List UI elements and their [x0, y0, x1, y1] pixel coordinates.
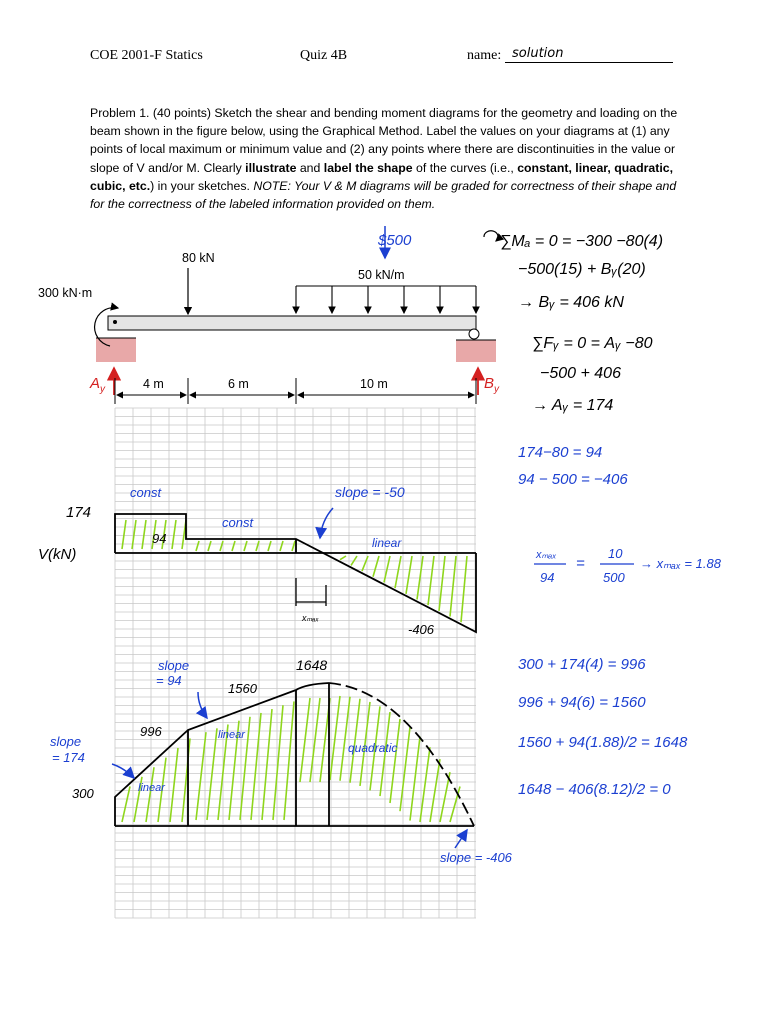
moment-1560-label: 1560: [228, 681, 257, 696]
resultant-label: $500: [378, 232, 412, 249]
eq-xmax-den: 94: [540, 570, 555, 585]
problem-bold-3: constant, linear, quadratic, cubic, etc.: [90, 160, 674, 193]
equations-black: [484, 231, 663, 414]
eq-v1: 174−80 = 94: [518, 444, 603, 461]
reaction-b-label: $B_y$: [484, 375, 500, 395]
eq-m1: 300 + 174(4) = 996: [518, 656, 646, 673]
shear-const-1: const: [130, 485, 162, 500]
problem-bold-1: illustrate: [245, 160, 297, 175]
eq-xmax-lhs: xₘₐₓ: [536, 549, 557, 561]
moment-slope174-b: = 174: [52, 750, 85, 765]
eq-xmax-num: 10: [608, 546, 623, 561]
problem-note: NOTE: Your V & M diagrams will be graded for correctness of their shape and for the correctness of the labeled information provided on them.: [90, 178, 677, 212]
support-right: [456, 340, 496, 362]
course-title: COE 2001-F Statics: [90, 48, 203, 63]
eq-by: → Bᵧ = 406 kN: [518, 294, 624, 311]
moment-slope94-b: = 94: [156, 673, 182, 688]
equations-blue: [518, 444, 722, 798]
eq-v2: 94 − 500 = −406: [518, 471, 628, 488]
eq-sum-fy-1: ∑Fᵧ = 0 = Aᵧ −80: [532, 335, 653, 352]
name-value: solution: [512, 46, 564, 61]
distributed-load: [296, 286, 476, 313]
shear-slope-label: slope = -50: [335, 484, 405, 500]
eq-m4: 1648 − 406(8.12)/2 = 0: [518, 781, 671, 798]
eq-xmax-result: → xₘₐₓ = 1.88: [640, 556, 721, 571]
problem-bold-2: label the shape: [323, 160, 413, 175]
eq-sum-ma-2: −500(15) + Bᵧ(20): [518, 261, 646, 278]
dimension-lines: [115, 378, 476, 404]
moment-linear-1: linear: [138, 782, 165, 794]
shear-174-label: 174: [66, 504, 92, 521]
moment-hatch: [122, 696, 460, 822]
moment-quadratic-label: quadratic: [348, 741, 398, 755]
problem-text-1: and: [296, 160, 324, 175]
shear-neg406-label: -406: [408, 622, 435, 637]
moment-slope-end-label: slope = -406: [440, 850, 512, 865]
moment-slope94-a: slope: [158, 658, 190, 673]
eq-xmax-eq: =: [576, 555, 585, 572]
shear-linear-label: linear: [372, 536, 402, 550]
point-load-label: 80 kN: [182, 251, 215, 265]
reaction-a-label: $A_y$: [90, 375, 106, 395]
dim-label-6m: 6 m: [228, 377, 249, 391]
shear-const-2: const: [222, 515, 254, 530]
eq-sum-ma-1: ∑Mₐ = 0 = −300 −80(4): [500, 233, 664, 250]
moment-996-label: 996: [140, 724, 162, 739]
quiz-title: Quiz 4B: [300, 48, 348, 63]
dim-label-4m: 4 m: [143, 377, 164, 391]
problem-text-3: ) in your sketches.: [150, 178, 254, 193]
eq-xmax-rden: 500: [603, 570, 625, 585]
problem-lead: Problem 1. (40 points) Sketch the shear and bending moment diagrams for the geometry and loading on the beam shown in the figure below, using the Graphical Method. Label the values on your diagrams at (1) any points of local maximum or minimum value and (2) any points where there are discontinuities in the value or slope of V and/or M. Clearly: [90, 106, 678, 175]
dim-label-10m: 10 m: [360, 377, 388, 391]
moment-label: 300 kN·m: [38, 286, 93, 300]
eq-m2: 996 + 94(6) = 1560: [518, 694, 646, 711]
moment-1648-label: 1648: [296, 657, 328, 673]
shear-axis-label: V(kN): [38, 546, 77, 563]
eq-ay: → Aᵧ = 174: [532, 397, 614, 414]
xmax-marker: [296, 578, 326, 606]
moment-300-label: 300: [72, 786, 94, 801]
dist-load-label: 50 kN/m: [358, 268, 405, 282]
eq-m3: 1560 + 94(1.88)/2 = 1648: [518, 734, 688, 751]
beam: [108, 316, 479, 339]
eq-sum-fy-2: −500 + 406: [540, 365, 621, 382]
problem-text-2: of the curves (i.e.,: [412, 160, 518, 175]
shear-94-label: 94: [152, 531, 167, 546]
moment-slope174-a: slope: [50, 734, 82, 749]
name-label: name:: [467, 48, 502, 63]
xmax-label: xₘₐₓ: [302, 613, 319, 623]
moment-linear-2: linear: [218, 729, 245, 741]
